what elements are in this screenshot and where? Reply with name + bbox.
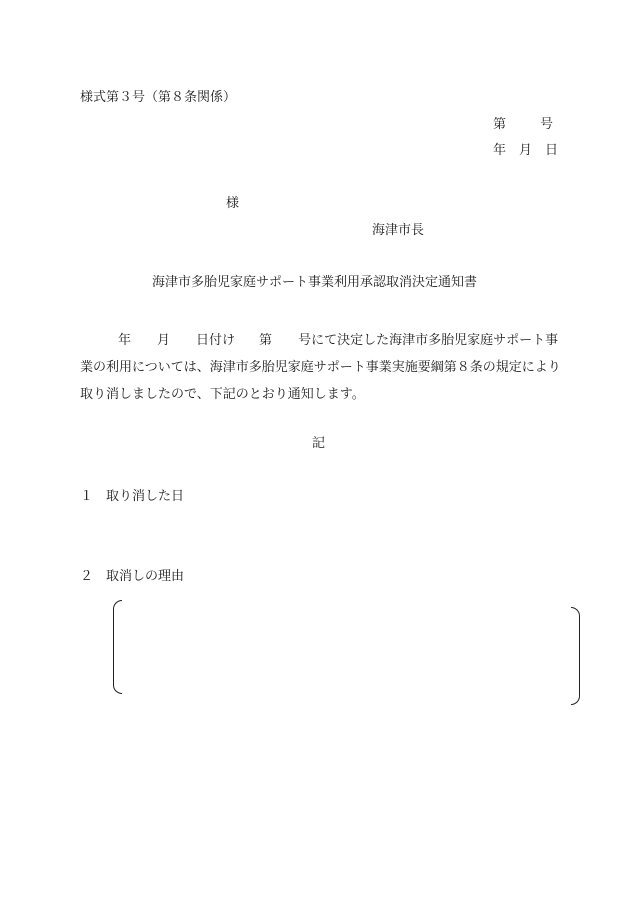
body-year: 年 <box>118 333 132 348</box>
date-day: 日 <box>545 143 559 158</box>
body-day-dated: 日付け <box>196 333 236 348</box>
date-year: 年 <box>493 143 507 158</box>
item-number: ２ <box>80 569 94 584</box>
reason-bracket-right <box>571 607 580 705</box>
body-sentence: 号にて決定した海津市多胎児家庭サポート事業の利用については、海津市多胎児家庭サポート事業実施要綱第８条の規定により取り消しましたので、下記のとおり通知します。 <box>80 333 561 402</box>
doc-number-prefix: 第 <box>493 117 507 132</box>
ki-heading: 記 <box>312 436 326 451</box>
date-line <box>493 143 558 159</box>
item-label: 取り消した日 <box>106 489 185 504</box>
list-item <box>80 569 184 585</box>
list-item <box>80 489 184 505</box>
item-number: １ <box>80 489 94 504</box>
body-paragraph <box>80 327 562 408</box>
date-month: 月 <box>519 143 533 158</box>
reason-bracket-left <box>113 600 122 694</box>
body-number-prefix: 第 <box>259 333 273 348</box>
addressee-suffix: 様 <box>226 196 240 211</box>
document-title: 海津市多胎児家庭サポート事業利用承認取消決定通知書 <box>152 275 478 290</box>
doc-number-suffix: 号 <box>540 117 554 132</box>
body-month: 月 <box>157 333 171 348</box>
document-number-line <box>493 117 553 133</box>
item-label: 取消しの理由 <box>106 569 185 584</box>
sender-name: 海津市長 <box>372 223 425 238</box>
form-number: 様式第３号（第８条関係） <box>80 90 237 105</box>
